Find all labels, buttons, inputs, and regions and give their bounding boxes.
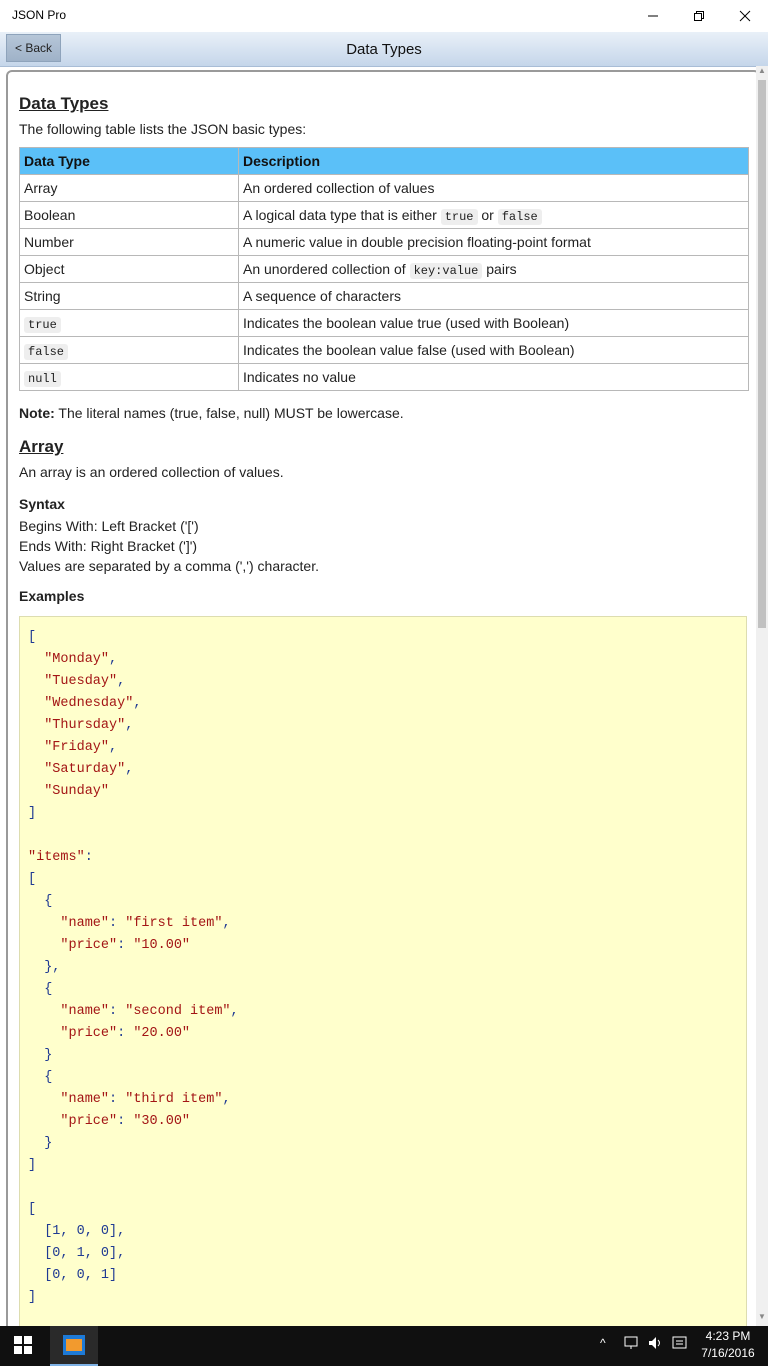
description-cell: A sequence of characters bbox=[239, 283, 749, 310]
minimize-icon bbox=[647, 10, 659, 22]
table-row bbox=[20, 283, 749, 310]
type-cell bbox=[20, 364, 239, 391]
description-text: pairs bbox=[482, 260, 517, 277]
array-intro: An array is an ordered collection of values. bbox=[19, 464, 284, 480]
network-icon[interactable] bbox=[624, 1336, 640, 1353]
inline-code: false bbox=[24, 344, 68, 360]
inline-code: false bbox=[498, 209, 542, 225]
code-example-block bbox=[19, 616, 747, 1334]
back-button[interactable]: < Back bbox=[6, 34, 61, 62]
data-types-heading: Data Types bbox=[19, 94, 109, 113]
description-text: or bbox=[477, 206, 498, 223]
column-header: Description bbox=[239, 148, 749, 175]
json-pro-app-icon bbox=[63, 1335, 85, 1355]
syntax-heading: Syntax bbox=[19, 496, 65, 512]
clock-time: 4:23 PM bbox=[705, 1329, 751, 1343]
type-cell: Number bbox=[20, 229, 239, 256]
note-label: Note: bbox=[19, 405, 55, 421]
app-title: JSON Pro bbox=[12, 8, 67, 22]
type-cell: Array bbox=[20, 175, 239, 202]
table-row bbox=[20, 175, 749, 202]
inline-code: true bbox=[441, 209, 478, 225]
taskbar-app-json-pro[interactable] bbox=[50, 1326, 98, 1366]
examples-heading: Examples bbox=[19, 588, 85, 604]
taskbar bbox=[0, 1326, 768, 1366]
page-header bbox=[0, 32, 768, 67]
chevron-up-icon[interactable]: ^ bbox=[600, 1336, 606, 1350]
page-title: Data Types bbox=[346, 41, 422, 58]
description-cell: Indicates the boolean value false (used with Boolean) bbox=[239, 337, 749, 364]
type-cell: Boolean bbox=[20, 202, 239, 229]
syntax-line: Begins With: Left Bracket ('[') bbox=[19, 518, 199, 534]
close-button[interactable] bbox=[722, 0, 768, 32]
inline-code: key:value bbox=[410, 263, 483, 279]
code-example: [ "Monday", "Tuesday", "Wednesday", "Thursday", "Friday", "Saturday", "Sunday" ] "items": [ { "name": "first item", "price": "10.00" }, { "name": "second item", "price": "20.00" } { "name": "third item", "price": "30.00" } ] [ [1, 0, 0], [0, 1, 0], [0, 0, 1] ] bbox=[28, 630, 239, 1305]
type-cell bbox=[20, 310, 239, 337]
note bbox=[19, 403, 748, 423]
syntax-line: Ends With: Right Bracket (']') bbox=[19, 538, 198, 554]
data-types-table bbox=[19, 147, 749, 391]
description-text: A logical data type that is either bbox=[243, 206, 441, 223]
table-row bbox=[20, 337, 749, 364]
window-title-bar bbox=[0, 0, 768, 32]
column-header: Data Type bbox=[20, 148, 239, 175]
scroll-down-icon[interactable]: ▼ bbox=[758, 1312, 766, 1321]
restore-icon bbox=[693, 10, 705, 22]
taskbar-clock[interactable] bbox=[692, 1328, 764, 1362]
description-text: An unordered collection of bbox=[243, 260, 410, 277]
minimize-button[interactable] bbox=[630, 0, 676, 32]
description-cell: Indicates no value bbox=[239, 364, 749, 391]
type-cell: String bbox=[20, 283, 239, 310]
volume-icon[interactable] bbox=[648, 1336, 664, 1353]
table-row bbox=[20, 229, 749, 256]
inline-code: null bbox=[24, 371, 61, 387]
note-text: The literal names (true, false, null) MUST be lowercase. bbox=[54, 405, 404, 421]
windows-start-icon bbox=[14, 1336, 32, 1354]
table-row bbox=[20, 256, 749, 283]
inline-code: true bbox=[24, 317, 61, 333]
content-frame[interactable] bbox=[6, 70, 760, 1334]
description-cell: A numeric value in double precision floating-point format bbox=[239, 229, 749, 256]
start-button[interactable] bbox=[14, 1336, 32, 1359]
type-cell: Object bbox=[20, 256, 239, 283]
syntax-line: Values are separated by a comma (',') character. bbox=[19, 558, 320, 574]
table-row bbox=[20, 202, 749, 229]
description-cell bbox=[239, 256, 749, 283]
clock-date: 7/16/2016 bbox=[701, 1346, 755, 1360]
table-header-row bbox=[20, 148, 749, 175]
notifications-icon[interactable] bbox=[672, 1336, 688, 1353]
description-cell: Indicates the boolean value true (used with Boolean) bbox=[239, 310, 749, 337]
content bbox=[19, 94, 748, 1334]
close-icon bbox=[739, 10, 751, 22]
description-cell bbox=[239, 202, 749, 229]
scroll-up-icon[interactable]: ▲ bbox=[758, 66, 766, 75]
table-row bbox=[20, 310, 749, 337]
description-cell: An ordered collection of values bbox=[239, 175, 749, 202]
maximize-button[interactable] bbox=[676, 0, 722, 32]
data-types-intro: The following table lists the JSON basic types: bbox=[19, 121, 307, 137]
array-heading: Array bbox=[19, 437, 64, 456]
table-row bbox=[20, 364, 749, 391]
scrollbar-thumb[interactable] bbox=[758, 80, 766, 628]
type-cell bbox=[20, 337, 239, 364]
